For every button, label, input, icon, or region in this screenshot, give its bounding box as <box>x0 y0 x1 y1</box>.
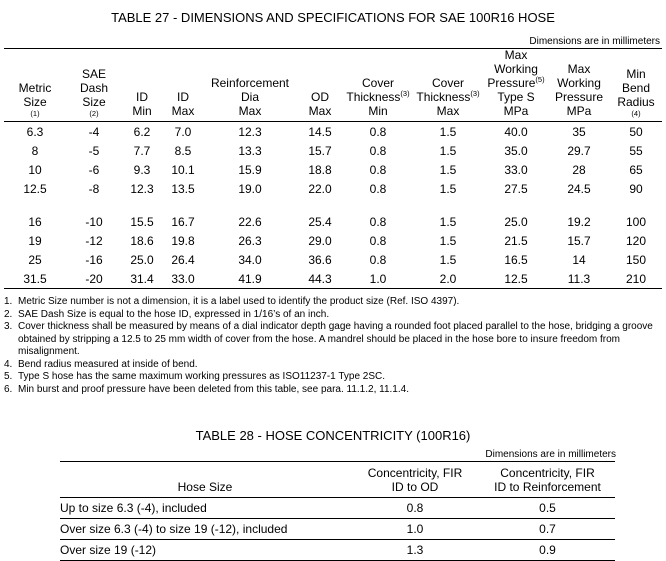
table-cell: 15.7 <box>567 233 591 248</box>
header-line: Dia <box>240 90 259 104</box>
table-cell: -20 <box>66 269 122 289</box>
table-cell: 12.5 <box>23 181 47 196</box>
table-cell: 24.5 <box>567 181 591 196</box>
table-cell: 0.8 <box>369 162 387 177</box>
hose-size-cell: Up to size 6.3 (-4), included <box>60 498 350 519</box>
table-cell: 25 <box>28 252 42 267</box>
header-line: MPa <box>566 104 592 118</box>
table-cell: 55 <box>629 143 643 158</box>
table-27-header-cell <box>610 48 662 122</box>
table-cell: 1.5 <box>439 233 457 248</box>
header-line: ID to Reinforcement <box>494 480 601 494</box>
table-27-header-cell <box>344 48 412 122</box>
header-line: Thickness <box>346 90 401 104</box>
table-cell: 13.5 <box>171 181 195 196</box>
footnote-text: SAE Dash Size is equal to the hose ID, expressed in 1/16’s of an inch. <box>18 308 330 320</box>
header-line: Reinforcement <box>210 76 290 90</box>
footnote <box>4 371 664 384</box>
header-line: Size <box>82 95 106 109</box>
table-cell: 0.8 <box>369 252 387 267</box>
table-27-header-cell <box>296 48 344 122</box>
table-cell: 12.3 <box>130 181 154 196</box>
footnote <box>4 359 664 372</box>
table-cell: 19.8 <box>171 233 195 248</box>
table-cell: 0.7 <box>480 519 615 540</box>
table-cell: -10 <box>85 214 103 229</box>
footnote-number: 3. <box>4 321 13 332</box>
table-cell: 19 <box>28 233 42 248</box>
table-28 <box>60 461 615 561</box>
table-cell: 12.3 <box>238 124 262 139</box>
table-cell: 26.3 <box>238 233 262 248</box>
footnote-number: 6. <box>4 383 13 395</box>
table-cell: 0.8 <box>369 233 387 248</box>
table-cell: 8.5 <box>174 143 192 158</box>
table-cell: 22.6 <box>238 214 262 229</box>
table-cell: 10.1 <box>171 162 195 177</box>
header-line: Dash <box>79 81 108 95</box>
table-27-footnotes <box>4 296 664 396</box>
table-cell: 50 <box>629 124 643 139</box>
table-cell: 40.0 <box>504 124 528 139</box>
table-cell: -6 <box>88 162 100 177</box>
table-27-header-cell <box>4 48 66 122</box>
table-27-header-row <box>4 48 662 122</box>
table-row <box>4 231 662 250</box>
table-row-spacer <box>4 198 662 212</box>
table-cell: 13.3 <box>238 143 262 158</box>
table-cell: 1.5 <box>439 214 457 229</box>
header-line: Min <box>132 104 152 118</box>
table-cell: 0.9 <box>480 540 615 561</box>
table-27-header-cell <box>66 48 122 122</box>
header-line: OD <box>311 90 329 104</box>
table-cell: 7.0 <box>174 124 192 139</box>
table-cell: 12.5 <box>484 269 548 289</box>
table-27-header-cell <box>162 48 204 122</box>
table-cell: 65 <box>629 162 643 177</box>
table-cell: 1.5 <box>439 181 457 196</box>
table-row <box>4 269 662 289</box>
table-cell: 0.8 <box>369 181 387 196</box>
table-row <box>4 179 662 198</box>
table-cell: 29.7 <box>567 143 591 158</box>
table-cell: 34.0 <box>238 252 262 267</box>
header-line: SAE <box>81 67 106 81</box>
header-line: Working <box>494 62 538 76</box>
footnote-number: 5. <box>4 371 13 382</box>
table-row <box>4 141 662 160</box>
footnote <box>4 309 664 322</box>
footnote-number: 1. <box>4 296 13 307</box>
table-28-header-row <box>60 462 615 498</box>
header-line: Cover <box>361 76 394 90</box>
table-cell: 36.6 <box>308 252 332 267</box>
table-cell: 31.4 <box>122 269 162 289</box>
table-cell: -8 <box>88 181 100 196</box>
table-cell: 1.0 <box>350 519 480 540</box>
table-cell: 120 <box>625 233 647 248</box>
table-cell: 90 <box>629 181 643 196</box>
footnote-ref: (3) <box>470 89 480 98</box>
table-cell: 41.9 <box>204 269 296 289</box>
table-27-header-cell <box>122 48 162 122</box>
table-27 <box>4 48 662 289</box>
table-27-title: TABLE 27 - DIMENSIONS AND SPECIFICATIONS FOR SAE 100R16 HOSE <box>111 10 555 25</box>
header-line: Type S <box>497 90 535 104</box>
footnote-number: 4. <box>4 358 13 370</box>
header-line: Max <box>238 104 262 118</box>
table-cell: 44.3 <box>296 269 344 289</box>
table-cell: 14.5 <box>308 124 332 139</box>
table-27-header-cell <box>484 48 548 122</box>
table-cell: 1.0 <box>344 269 412 289</box>
table-cell: 7.7 <box>133 143 151 158</box>
table-cell: 33.0 <box>504 162 528 177</box>
header-line: Max <box>567 62 591 76</box>
table-cell: 6.3 <box>26 124 44 139</box>
table-row <box>4 122 662 142</box>
footnote-ref: (1) <box>30 109 40 118</box>
table-cell: 15.5 <box>130 214 154 229</box>
table-cell: 19.2 <box>567 214 591 229</box>
footnote-ref: (5) <box>535 75 545 84</box>
table-cell: 18.8 <box>308 162 332 177</box>
table-cell: -16 <box>85 252 103 267</box>
table-27-header-cell <box>412 48 484 122</box>
table-cell: 22.0 <box>308 181 332 196</box>
table-cell: 14 <box>572 252 586 267</box>
table-cell: 25.0 <box>504 214 528 229</box>
table-cell: 35 <box>572 124 586 139</box>
header-hose-size: Hose Size <box>60 462 350 498</box>
table-cell: 35.0 <box>504 143 528 158</box>
header-line: ID <box>136 90 148 104</box>
footnote <box>4 296 664 309</box>
header-line: Pressure <box>554 90 604 104</box>
table-cell: 100 <box>625 214 647 229</box>
table-cell: 28 <box>572 162 586 177</box>
table-cell: 210 <box>610 269 662 289</box>
table-cell: 25.0 <box>130 252 154 267</box>
table-27-header-cell <box>204 48 296 122</box>
footnote-ref: (4) <box>631 109 641 118</box>
table-27-header-cell <box>548 48 610 122</box>
table-row <box>4 250 662 269</box>
table-cell: 150 <box>625 252 647 267</box>
table-cell: 1.5 <box>439 124 457 139</box>
table-row <box>60 519 615 540</box>
header-concentricity-id-od <box>350 462 480 498</box>
table-cell: 18.6 <box>130 233 154 248</box>
table-cell: 33.0 <box>162 269 204 289</box>
table-cell: -5 <box>88 143 100 158</box>
table-28-units-note: Dimensions are in millimeters <box>485 449 616 460</box>
table-row <box>60 540 615 561</box>
header-line: MPa <box>503 104 529 118</box>
table-row <box>4 212 662 231</box>
header-line: Thickness <box>416 90 471 104</box>
table-cell: 31.5 <box>4 269 66 289</box>
table-cell: 1.3 <box>350 540 480 561</box>
footnote-text: Metric Size number is not a dimension, it is a label used to identify the product size (Ref. ISO 4397). <box>18 296 460 307</box>
table-cell: 1.5 <box>439 143 457 158</box>
table-cell: 21.5 <box>504 233 528 248</box>
header-line: Radius <box>617 95 655 109</box>
table-cell: 15.7 <box>308 143 332 158</box>
header-concentricity-id-reinforcement <box>480 462 615 498</box>
header-line: Size <box>23 95 47 109</box>
table-cell: 0.8 <box>369 214 387 229</box>
table-cell: 0.8 <box>369 143 387 158</box>
table-cell: -4 <box>88 124 100 139</box>
header-line: Concentricity, FIR <box>500 466 595 480</box>
table-cell: 29.0 <box>308 233 332 248</box>
spacer-cell <box>4 198 662 212</box>
header-line: Max <box>436 104 460 118</box>
footnote-ref: (3) <box>400 89 410 98</box>
table-cell: 0.8 <box>350 498 480 519</box>
table-cell: 0.8 <box>369 124 387 139</box>
footnote <box>4 321 664 359</box>
table-cell: 2.0 <box>412 269 484 289</box>
header-line: Concentricity, FIR <box>367 466 463 480</box>
table-cell: 27.5 <box>504 181 528 196</box>
header-line: Max <box>171 104 195 118</box>
header-line: ID to OD <box>391 480 439 494</box>
header-line: Min <box>368 104 388 118</box>
header-line: Cover <box>431 76 464 90</box>
table-cell: 6.2 <box>133 124 151 139</box>
table-cell: 15.9 <box>238 162 262 177</box>
hose-size-cell: Over size 6.3 (-4) to size 19 (-12), included <box>60 519 350 540</box>
table-cell: 1.5 <box>439 252 457 267</box>
table-28-title: TABLE 28 - HOSE CONCENTRICITY (100R16) <box>195 428 471 443</box>
table-cell: 26.4 <box>171 252 195 267</box>
header-line: Min <box>626 67 646 81</box>
table-cell: 16 <box>28 214 42 229</box>
table-27-units-note: Dimensions are in millimeters <box>529 36 660 47</box>
table-cell: -12 <box>85 233 103 248</box>
hose-size-cell: Over size 19 (-12) <box>60 540 350 561</box>
table-cell: 9.3 <box>133 162 151 177</box>
table-cell: 10 <box>28 162 42 177</box>
header-line: Working <box>557 76 601 90</box>
table-cell: 19.0 <box>238 181 262 196</box>
table-cell: 8 <box>31 143 39 158</box>
table-cell: 11.3 <box>548 269 610 289</box>
header-line: Max <box>308 104 332 118</box>
table-row <box>4 160 662 179</box>
header-line: Bend <box>621 81 651 95</box>
table-cell: 1.5 <box>439 162 457 177</box>
table-cell: 25.4 <box>308 214 332 229</box>
header-line: Metric <box>18 81 52 95</box>
header-line: Max <box>504 48 528 62</box>
footnote-text: Type S hose has the same maximum working pressures as ISO11237-1 Type 2SC. <box>18 371 386 382</box>
table-cell: 16.7 <box>171 214 195 229</box>
header-line: ID <box>177 90 189 104</box>
table-row <box>60 498 615 519</box>
footnote-text: Min burst and proof pressure have been deleted from this table, see para. 11.1.2, 11.1.4. <box>18 383 409 395</box>
footnote <box>4 384 664 397</box>
footnote-text: Cover thickness shall be measured by means of a dial indicator depth gage having a rounded foot placed parallel to the hose, bridging a groove obtained by stripping a 12.5 to 25 mm width of cover from the hose. A mandrel should be placed in the hose bore to insure freedom from misalignment. <box>18 321 653 357</box>
footnote-number: 2. <box>4 308 13 320</box>
footnote-text: Bend radius measured at inside of bend. <box>18 358 198 370</box>
footnote-ref: (2) <box>89 109 99 118</box>
header-line: Pressure <box>487 76 536 90</box>
table-cell: 16.5 <box>504 252 528 267</box>
table-cell: 0.5 <box>480 498 615 519</box>
